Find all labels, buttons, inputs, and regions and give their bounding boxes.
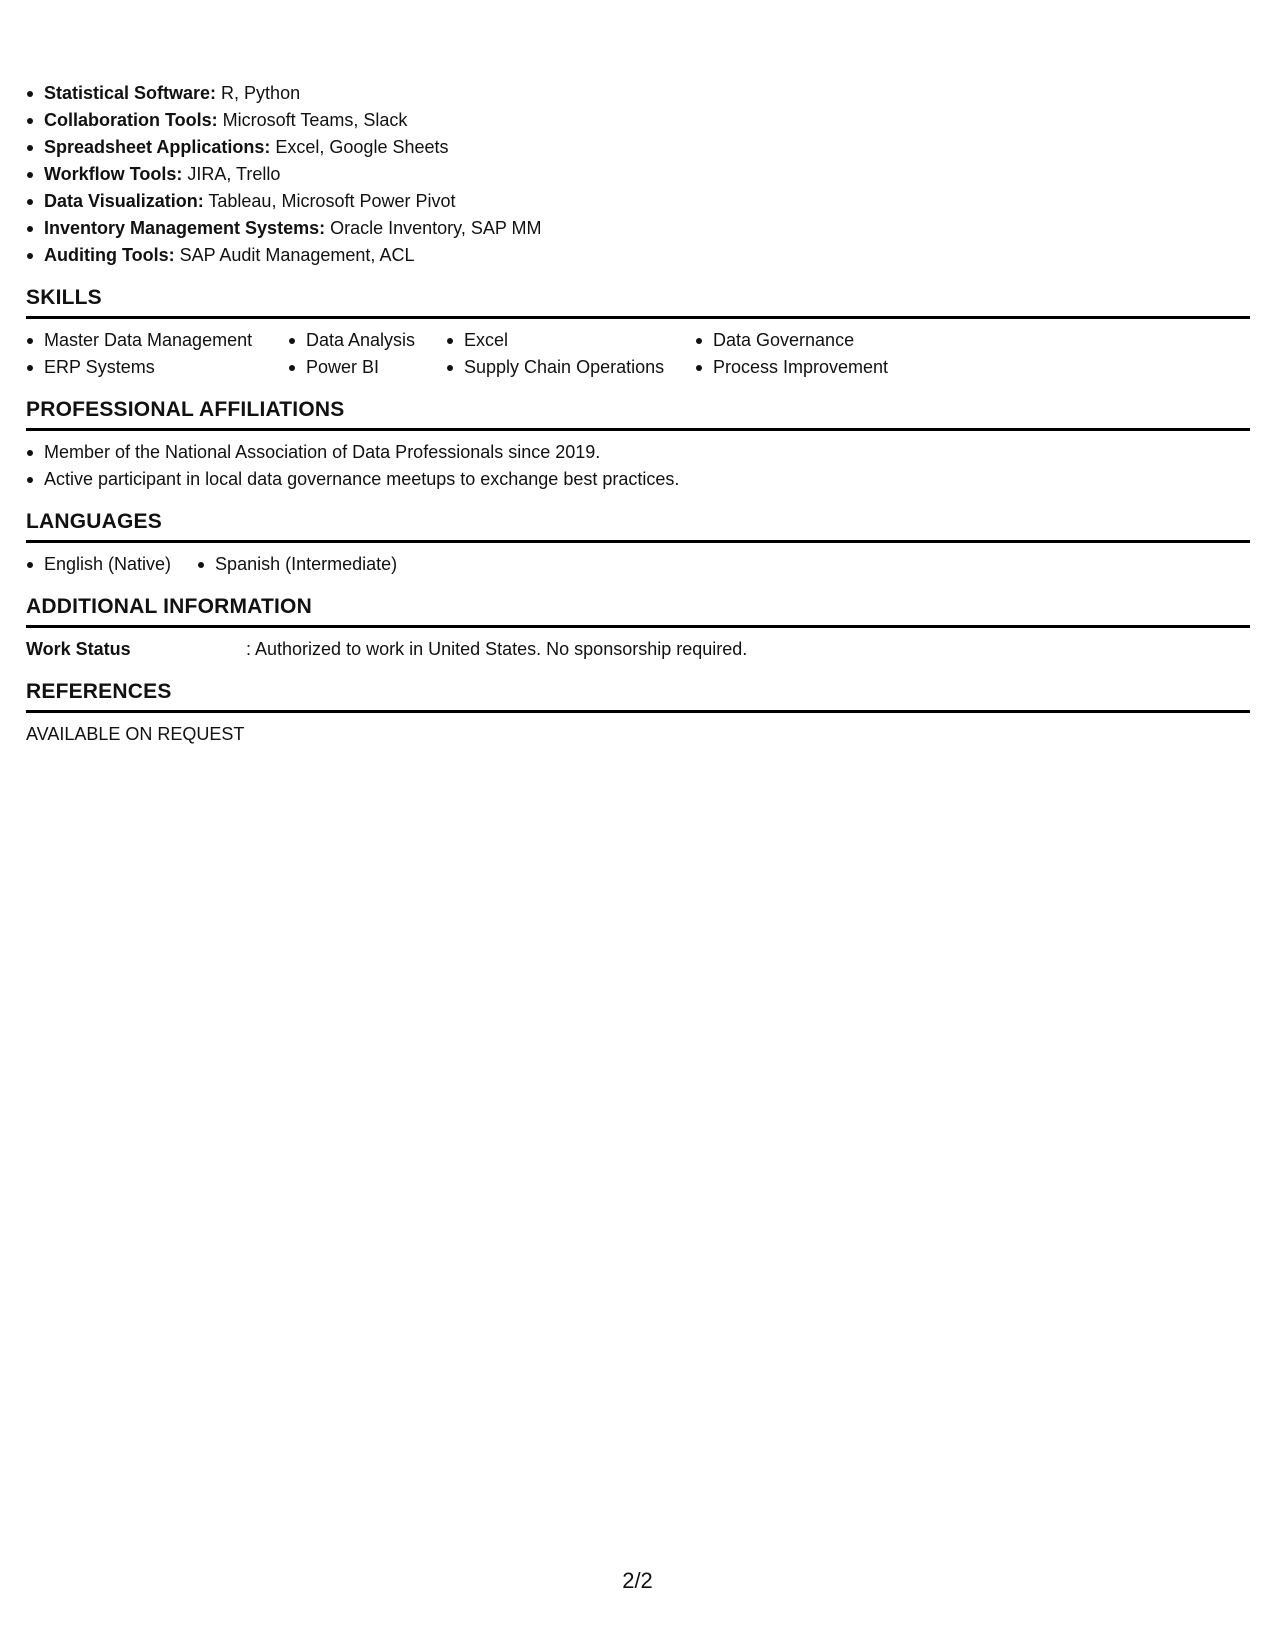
tools-value: JIRA, Trello xyxy=(182,164,281,184)
tools-list xyxy=(26,80,1250,269)
tools-item-collaboration-tools xyxy=(26,107,1250,134)
languages-heading: LANGUAGES xyxy=(26,509,1250,543)
language-item: English (Native) xyxy=(26,551,171,578)
skill-item: Data Governance xyxy=(695,327,935,354)
tools-value: R, Python xyxy=(216,83,301,103)
skill-item: Power BI xyxy=(288,354,446,381)
skills-heading: SKILLS xyxy=(26,285,1250,319)
references-text: AVAILABLE ON REQUEST xyxy=(26,724,245,744)
tools-item-inventory-management xyxy=(26,215,1250,242)
languages-list xyxy=(26,551,1250,578)
additional-info-heading: ADDITIONAL INFORMATION xyxy=(26,594,1250,628)
tools-value: Oracle Inventory, SAP MM xyxy=(325,218,542,238)
affiliations-heading: PROFESSIONAL AFFILIATIONS xyxy=(26,397,1250,431)
tools-term: Auditing Tools: xyxy=(44,245,175,265)
tools-term: Data Visualization: xyxy=(44,191,204,211)
work-status-value: : Authorized to work in United States. No sponsorship required. xyxy=(246,639,748,659)
tools-term: Statistical Software: xyxy=(44,83,217,103)
tools-term: Collaboration Tools: xyxy=(44,110,218,130)
tools-item-workflow-tools xyxy=(26,161,1250,188)
tools-item-data-visualization xyxy=(26,188,1250,215)
references-section xyxy=(26,679,1250,748)
skill-item: ERP Systems xyxy=(26,354,288,381)
skill-item: Supply Chain Operations xyxy=(446,354,695,381)
tools-value: Tableau, Microsoft Power Pivot xyxy=(203,191,456,211)
affiliations-list xyxy=(26,439,1250,493)
additional-info-section xyxy=(26,594,1250,663)
tools-term: Spreadsheet Applications: xyxy=(44,137,271,157)
tools-item-statistical-software xyxy=(26,80,1250,107)
affiliation-item: Member of the National Association of Data Professionals since 2019. xyxy=(26,439,1250,466)
page-number: 2/2 xyxy=(622,1568,653,1593)
tools-item-spreadsheet-applications xyxy=(26,134,1250,161)
languages-section xyxy=(26,509,1250,578)
tools-term: Inventory Management Systems: xyxy=(44,218,326,238)
skills-section xyxy=(26,285,1250,381)
references-heading: REFERENCES xyxy=(26,679,1250,713)
language-item: Spanish (Intermediate) xyxy=(197,551,397,578)
work-status-label: Work Status xyxy=(26,639,131,659)
skill-item: Data Analysis xyxy=(288,327,446,354)
tools-value: SAP Audit Management, ACL xyxy=(174,245,415,265)
resume-page xyxy=(26,80,1250,748)
affiliations-section xyxy=(26,397,1250,493)
skill-item: Process Improvement xyxy=(695,354,935,381)
affiliation-item: Active participant in local data governance meetups to exchange best practices. xyxy=(26,466,1250,493)
work-status-row xyxy=(26,636,1250,663)
skill-item: Excel xyxy=(446,327,695,354)
skill-item: Master Data Management xyxy=(26,327,288,354)
tools-item-auditing-tools xyxy=(26,242,1250,269)
tools-value: Excel, Google Sheets xyxy=(270,137,449,157)
skills-list xyxy=(26,327,1250,381)
tools-term: Workflow Tools: xyxy=(44,164,183,184)
tools-value: Microsoft Teams, Slack xyxy=(217,110,408,130)
